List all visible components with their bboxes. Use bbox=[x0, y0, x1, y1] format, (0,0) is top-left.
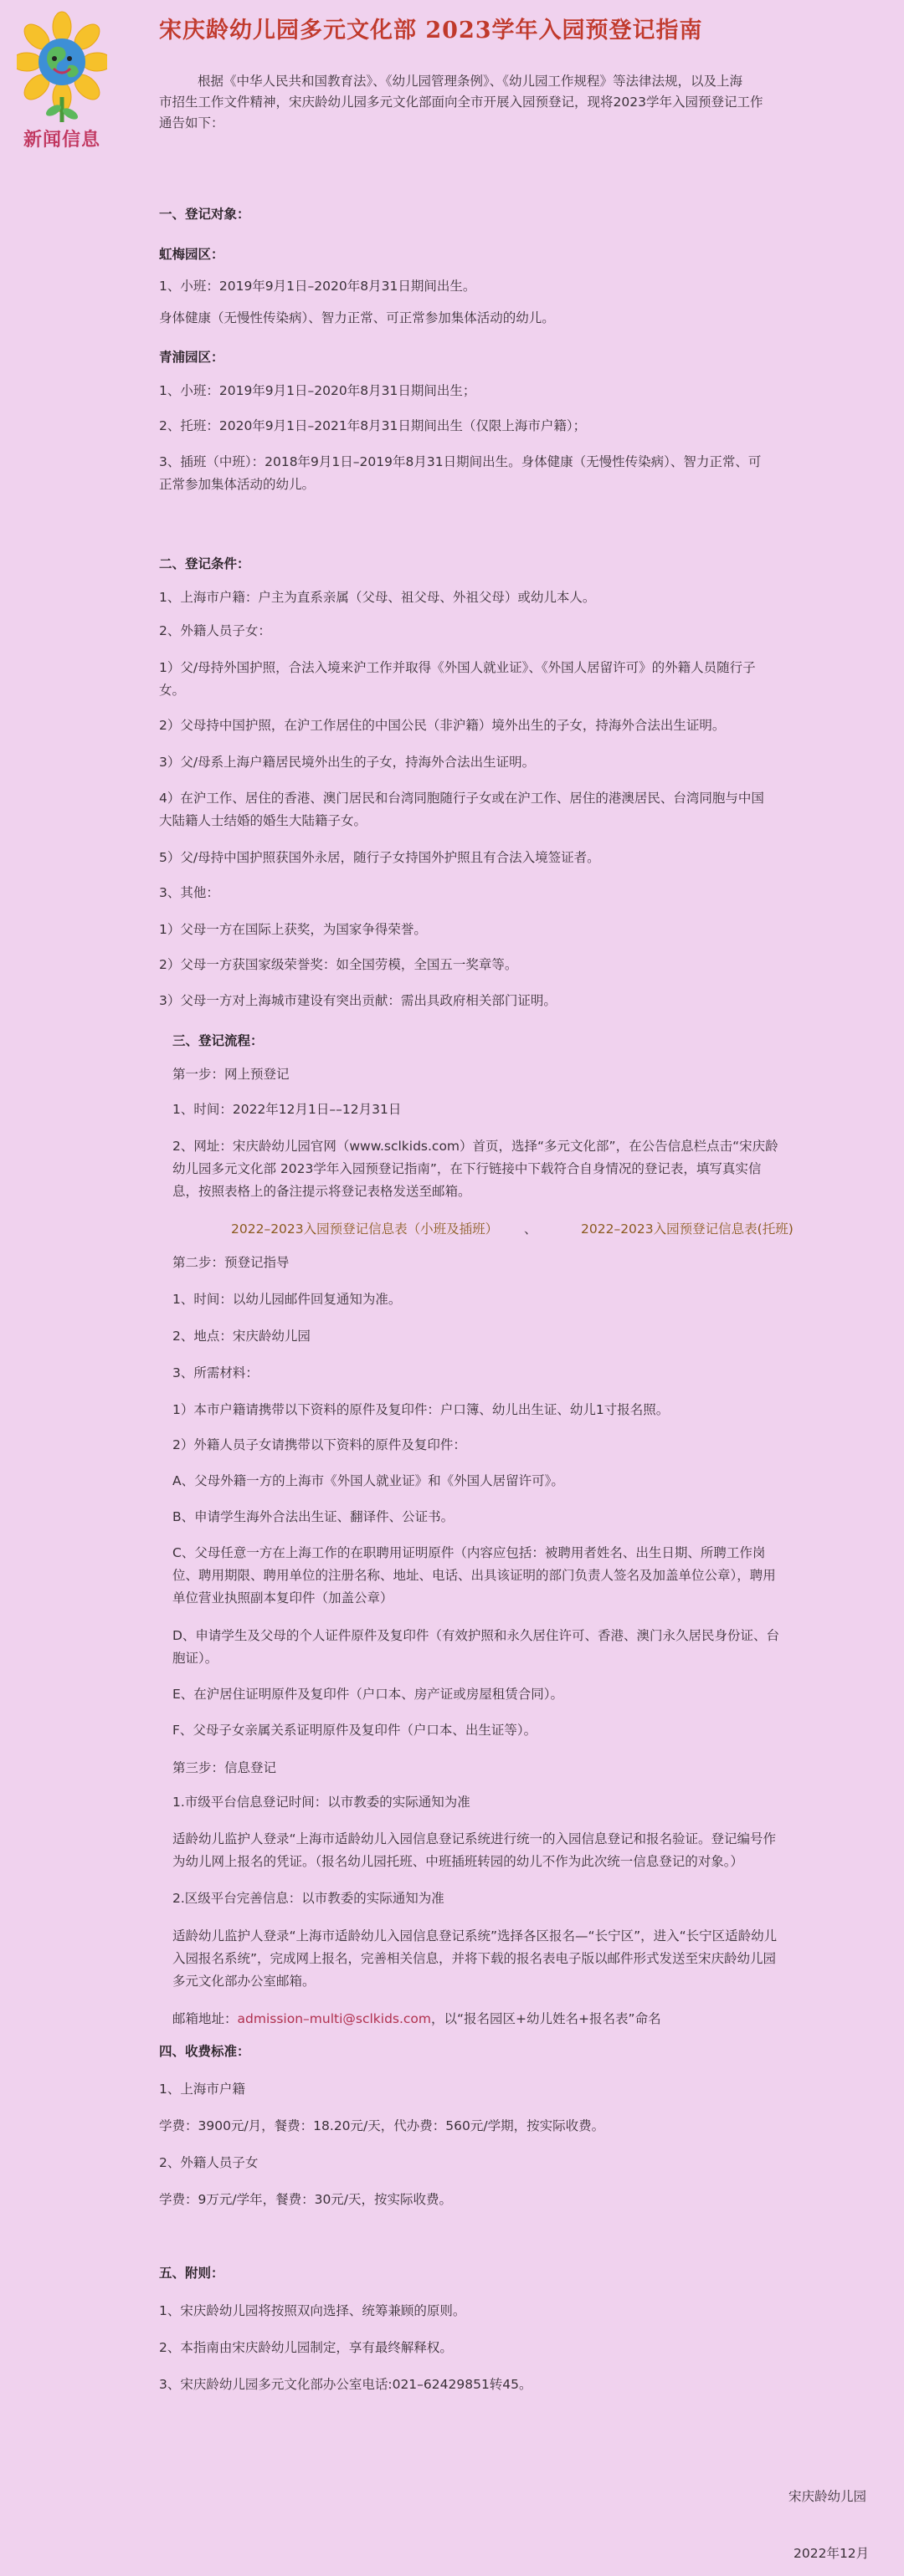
campus-heading: 青浦园区： bbox=[159, 350, 224, 365]
text-line: 2、外籍人员子女 bbox=[159, 2155, 259, 2170]
text-line: 1、小班：2019年9月1日–2020年8月31日期间出生。 bbox=[159, 279, 476, 294]
text-line: 1、小班：2019年9月1日–2020年8月31日期间出生； bbox=[159, 383, 476, 398]
text-line: 单位营业执照副本复印件（加盖公章） bbox=[172, 1590, 393, 1606]
text-line: 胞证）。 bbox=[172, 1651, 218, 1666]
email-link[interactable]: admission–multi@sclkids.com bbox=[237, 2011, 432, 2026]
email-naming-rule: ，以“报名园区+幼儿姓名+报名表”命名 bbox=[431, 2011, 661, 2026]
text-line: 位、聘用期限、聘用单位的注册名称、地址、电话、出具该证明的部门负责人签名及加盖单位公章），聘用 bbox=[172, 1568, 776, 1583]
text-line: 2、外籍人员子女： bbox=[159, 623, 271, 638]
text-line: 3、插班（中班）：2018年9月1日–2019年8月31日期间出生。身体健康（无慢性传染病）、智力正常、可 bbox=[159, 454, 762, 469]
text-line: 1、时间：以幼儿园邮件回复通知为准。 bbox=[172, 1292, 402, 1307]
footer-org: 宋庆龄幼儿园 bbox=[788, 2489, 867, 2504]
section-heading: 三、登记流程： bbox=[172, 1033, 264, 1048]
intro-line: 市招生工作文件精神，宋庆龄幼儿园多元文化部面向全市开展入园预登记，现将2023学年入园预登记工作 bbox=[159, 95, 763, 110]
text-line: 2、本指南由宋庆龄幼儿园制定，享有最终解释权。 bbox=[159, 2340, 453, 2355]
text-line: D、申请学生及父母的个人证件原件及复印件（有效护照和永久居住许可、香港、澳门永久居民身份证、台 bbox=[172, 1628, 779, 1643]
text-line: 2）父母持中国护照，在沪工作居住的中国公民（非沪籍）境外出生的子女，持海外合法出生证明。 bbox=[159, 718, 726, 733]
text-line: 多元文化部办公室邮箱。 bbox=[172, 1974, 316, 1989]
step-heading: 第三步：信息登记 bbox=[172, 1760, 277, 1775]
page-title: 宋庆龄幼儿园多元文化部 2023学年入园预登记指南 bbox=[159, 18, 703, 44]
text-line: E、在沪居住证明原件及复印件（户口本、房产证或房屋租赁合同）。 bbox=[172, 1687, 564, 1702]
text-line: 1）本市户籍请携带以下资料的原件及复印件：户口簿、幼儿出生证、幼儿1寸报名照。 bbox=[172, 1402, 670, 1417]
text-line: 1、时间：2022年12月1日––12月31日 bbox=[172, 1102, 402, 1117]
footer-date: 2022年12月 bbox=[794, 2546, 870, 2561]
text-line: 息，按照表格上的备注提示将登记表格发送至邮箱。 bbox=[172, 1184, 471, 1199]
step-heading: 第一步：网上预登记 bbox=[172, 1067, 290, 1082]
text-line: 2.区级平台完善信息：以市教委的实际通知为准 bbox=[172, 1891, 444, 1906]
section-heading: 二、登记条件： bbox=[159, 556, 250, 571]
sunflower-globe-logo bbox=[17, 7, 107, 124]
text-line: 3）父/母系上海户籍居民境外出生的子女，持海外合法出生证明。 bbox=[159, 755, 536, 770]
text-line: 5）父/母持中国护照获国外永居，随行子女持国外护照且有合法入境签证者。 bbox=[159, 850, 600, 865]
email-line bbox=[172, 2009, 661, 2030]
text-line: 2）外籍人员子女请携带以下资料的原件及复印件： bbox=[172, 1437, 466, 1452]
news-badge bbox=[17, 7, 107, 156]
section-heading: 一、登记对象： bbox=[159, 207, 250, 222]
section-heading: 四、收费标准： bbox=[159, 2044, 250, 2059]
text-line: 3、其他： bbox=[159, 885, 219, 900]
text-line: 适龄幼儿监护人登录“上海市适龄幼儿入园信息登记系统”选择各区报名—“长宁区”，进入“长宁区适龄幼儿 bbox=[172, 1928, 778, 1944]
text-line: 2、地点：宋庆龄幼儿园 bbox=[172, 1329, 311, 1344]
text-line: 3）父母一方对上海城市建设有突出贡献：需出具政府相关部门证明。 bbox=[159, 993, 557, 1008]
section-heading: 五、附则： bbox=[159, 2266, 224, 2281]
link-separator: 、 bbox=[524, 1221, 537, 1237]
download-link-nursery[interactable]: 2022–2023入园预登记信息表(托班) bbox=[581, 1221, 794, 1237]
text-line: 大陆籍人士结婚的婚生大陆籍子女。 bbox=[159, 813, 367, 828]
text-line: 为幼儿网上报名的凭证。（报名幼儿园托班、中班插班转园的幼儿不作为此次统一信息登记的对象。） bbox=[172, 1854, 744, 1869]
intro-line: 根据《中华人民共和国教育法》、《幼儿园管理条例》、《幼儿园工作规程》等法律法规，以及上海 bbox=[198, 74, 743, 89]
email-label: 邮箱地址： bbox=[172, 2011, 238, 2026]
campus-heading: 虹梅园区： bbox=[159, 247, 224, 262]
text-line: 1.市级平台信息登记时间：以市教委的实际通知为准 bbox=[172, 1795, 470, 1810]
text-line: 入园报名系统”，完成网上报名，完善相关信息，并将下载的报名表电子版以邮件形式发送至宋庆龄幼儿园 bbox=[172, 1951, 777, 1966]
text-line: 正常参加集体活动的幼儿。 bbox=[159, 477, 316, 492]
text-line: 1、上海市户籍：户主为直系亲属（父母、祖父母、外祖父母）或幼儿本人。 bbox=[159, 590, 596, 605]
text-line: 1、上海市户籍 bbox=[159, 2082, 245, 2097]
text-line: 2、网址：宋庆龄幼儿园官网（www.sclkids.com）首页，选择“多元文化部”，在公告信息栏点击“宋庆龄 bbox=[172, 1139, 778, 1154]
text-line: 学费：9万元/学年，餐费：30元/天，按实际收费。 bbox=[159, 2192, 453, 2207]
text-line: 3、所需材料： bbox=[172, 1365, 259, 1380]
text-line: A、父母外籍一方的上海市《外国人就业证》和《外国人居留许可》。 bbox=[172, 1473, 564, 1488]
text-line: C、父母任意一方在上海工作的在职聘用证明原件（内容应包括：被聘用者姓名、出生日期、所聘工作岗 bbox=[172, 1545, 766, 1560]
text-line: F、父母子女亲属关系证明原件及复印件（户口本、出生证等）。 bbox=[172, 1723, 537, 1738]
text-line: 1）父/母持外国护照，合法入境来沪工作并取得《外国人就业证》、《外国人居留许可》的外籍人员随行子 bbox=[159, 660, 756, 675]
intro-line: 通告如下： bbox=[159, 115, 224, 131]
text-line: 2）父母一方获国家级荣誉奖：如全国劳模，全国五一奖章等。 bbox=[159, 957, 518, 972]
text-line: 1）父母一方在国际上获奖，为国家争得荣誉。 bbox=[159, 922, 427, 937]
badge-text: 新闻信息 bbox=[23, 130, 100, 151]
text-line: 3、宋庆龄幼儿园多元文化部办公室电话:021–62429851转45。 bbox=[159, 2377, 532, 2392]
text-line: 身体健康（无慢性传染病）、智力正常、可正常参加集体活动的幼儿。 bbox=[159, 310, 555, 325]
text-line: 学费：3900元/月，餐费：18.20元/天，代办费：560元/学期，按实际收费。 bbox=[159, 2118, 605, 2133]
step-heading: 第二步：预登记指导 bbox=[172, 1255, 290, 1270]
download-link-small-class[interactable]: 2022–2023入园预登记信息表（小班及插班） bbox=[231, 1221, 499, 1237]
text-line: 1、宋庆龄幼儿园将按照双向选择、统筹兼顾的原则。 bbox=[159, 2303, 466, 2318]
text-line: 适龄幼儿监护人登录“上海市适龄幼儿入园信息登记系统进行统一的入园信息登记和报名验证。登记编号作 bbox=[172, 1831, 777, 1846]
text-line: 女。 bbox=[159, 683, 186, 698]
text-line: B、申请学生海外合法出生证、翻译件、公证书。 bbox=[172, 1509, 455, 1524]
text-line: 4）在沪工作、居住的香港、澳门居民和台湾同胞随行子女或在沪工作、居住的港澳居民、台湾同胞与中国 bbox=[159, 791, 764, 806]
text-line: 幼儿园多元文化部 2023学年入园预登记指南”，在下行链接中下载符合自身情况的登记表，填写真实信 bbox=[172, 1161, 762, 1176]
text-line: 2、托班：2020年9月1日–2021年8月31日期间出生（仅限上海市户籍）； bbox=[159, 418, 587, 433]
